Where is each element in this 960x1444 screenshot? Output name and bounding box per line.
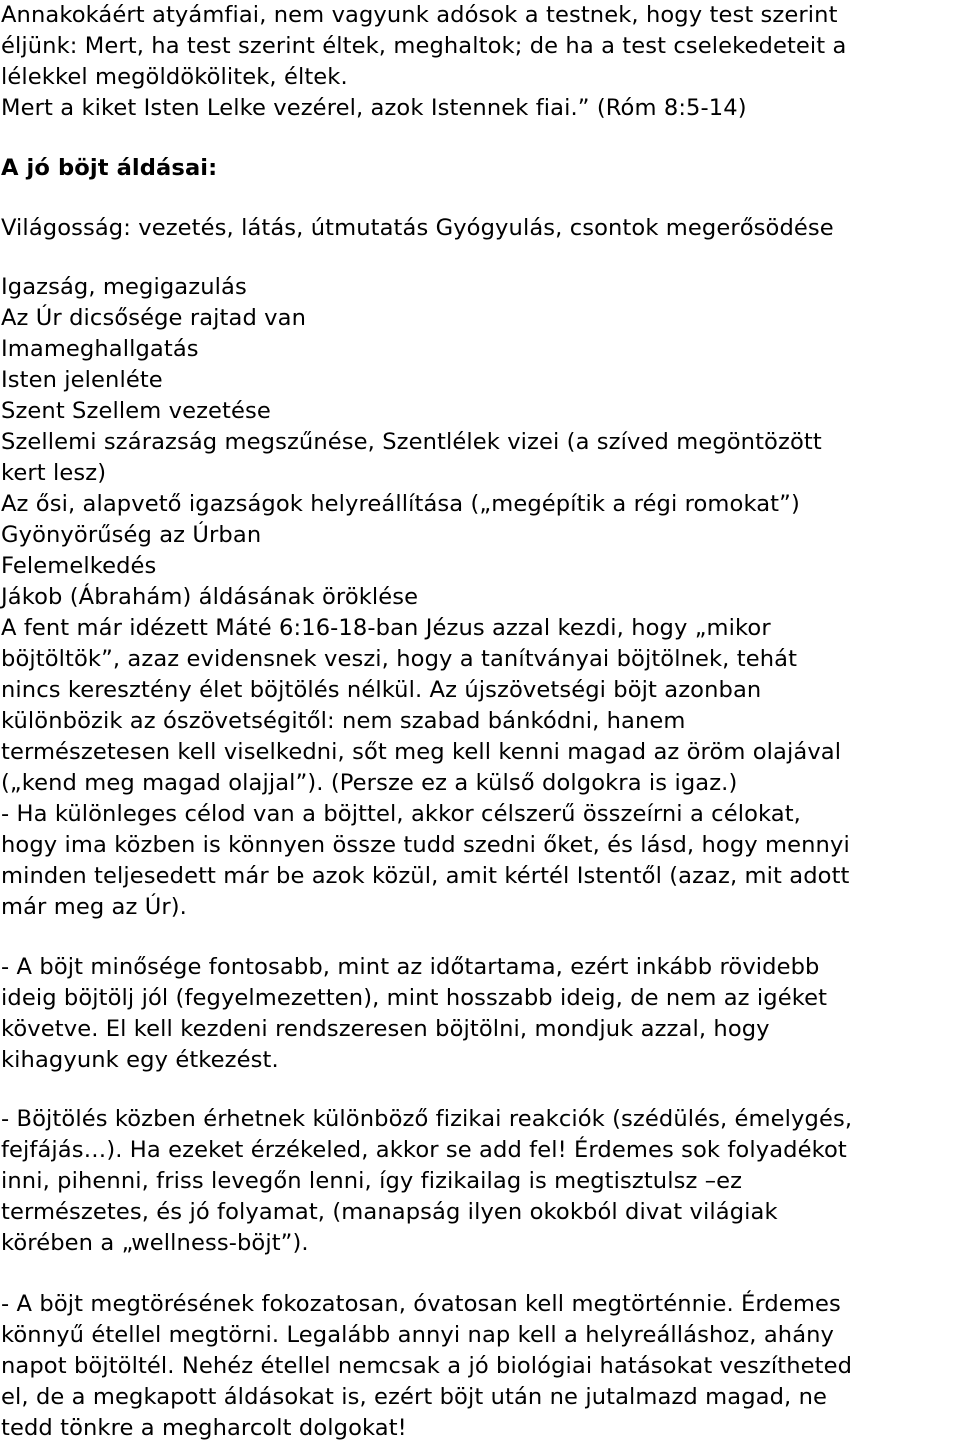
body-line: nincs keresztény élet böjtölés nélkül. Az újszövetségi böjt azonban [1,677,762,703]
blessing-line: Az Úr dicsősége rajtad van [1,305,307,331]
section-heading: A jó böjt áldásai: [1,155,218,181]
paragraph-line: - A böjt minősége fontosabb, mint az időtartama, ezért inkább rövidebb [1,954,820,980]
body-line: minden teljesedett már be azok közül, amit kértél Istentől (azaz, mit adott [1,863,850,889]
paragraph-line: fejfájás…). Ha ezeket érzékeled, akkor se add fel! Érdemes sok folyadékot [1,1137,847,1163]
blessing-line: Az ősi, alapvető igazságok helyreállítása („megépítik a régi romokat”) [1,491,800,517]
blessing-line: Gyönyörűség az Úrban [1,522,262,548]
intro-line: lélekkel megöldökölitek, éltek. [1,64,348,90]
paragraph-line: könnyű étellel megtörni. Legalább annyi nap kell a helyreálláshoz, ahány [1,1322,835,1348]
paragraph-line: körében a „wellness-böjt”). [1,1230,309,1256]
intro-line: Mert a kiket Isten Lelke vezérel, azok Istennek fiai.” (Róm 8:5-14) [1,95,747,121]
body-line: - Ha különleges célod van a böjttel, akkor célszerű összeírni a célokat, [1,801,801,827]
body-line: („kend meg magad olajjal”). (Persze ez a külső dolgokra is igaz.) [1,770,738,796]
paragraph-line: el, de a megkapott áldásokat is, ezért böjt után ne jutalmazd magad, ne [1,1384,828,1410]
blessing-line: Imameghallgatás [1,336,199,362]
blessing-line: Világosság: vezetés, látás, útmutatás Gyógyulás, csontok megerősödése [1,215,834,241]
intro-line: Annakokáért atyámfiai, nem vagyunk adósok a testnek, hogy test szerint [1,2,838,28]
blessing-line: Jákob (Ábrahám) áldásának öröklése [1,584,419,610]
body-line: különbözik az ószövetségitől: nem szabad bánkódni, hanem [1,708,686,734]
paragraph-line: - Böjtölés közben érhetnek különböző fizikai reakciók (szédülés, émelygés, [1,1106,853,1132]
body-line: A fent már idézett Máté 6:16-18-ban Jézus azzal kezdi, hogy „mikor [1,615,771,641]
blessing-line: Isten jelenléte [1,367,163,393]
blessing-line: Felemelkedés [1,553,157,579]
paragraph-line: követve. El kell kezdeni rendszeresen böjtölni, mondjuk azzal, hogy [1,1016,770,1042]
body-line: böjtöltök”, azaz evidensnek veszi, hogy a tanítványai böjtölnek, tehát [1,646,798,672]
paragraph-line: tedd tönkre a megharcolt dolgokat! [1,1415,407,1441]
body-line: hogy ima közben is könnyen össze tudd szedni őket, és lásd, hogy mennyi [1,832,850,858]
paragraph-line: kihagyunk egy étkezést. [1,1047,279,1073]
blessing-line: Szellemi szárazság megszűnése, Szentlélek vizei (a szíved megöntözött [1,429,822,455]
paragraph-line: - A böjt megtörésének fokozatosan, óvatosan kell megtörténnie. Érdemes [1,1291,841,1317]
blessing-line: Igazság, megigazulás [1,274,247,300]
paragraph-line: ideig böjtölj jól (fegyelmezetten), mint hosszabb ideig, de nem az igéket [1,985,828,1011]
paragraph-line: inni, pihenni, friss levegőn lenni, így fizikailag is megtisztulsz –ez [1,1168,743,1194]
paragraph-line: napot böjtöltél. Nehéz étellel nemcsak a jó biológiai hatásokat veszítheted [1,1353,853,1379]
intro-line: éljünk: Mert, ha test szerint éltek, meghaltok; de ha a test cselekedeteit a [1,33,847,59]
body-line: természetesen kell viselkedni, sőt meg kell kenni magad az öröm olajával [1,739,842,765]
blessing-line: Szent Szellem vezetése [1,398,271,424]
blessing-line: kert lesz) [1,460,107,486]
body-line: már meg az Úr). [1,894,187,920]
paragraph-line: természetes, és jó folyamat, (manapság ilyen okokból divat világiak [1,1199,778,1225]
